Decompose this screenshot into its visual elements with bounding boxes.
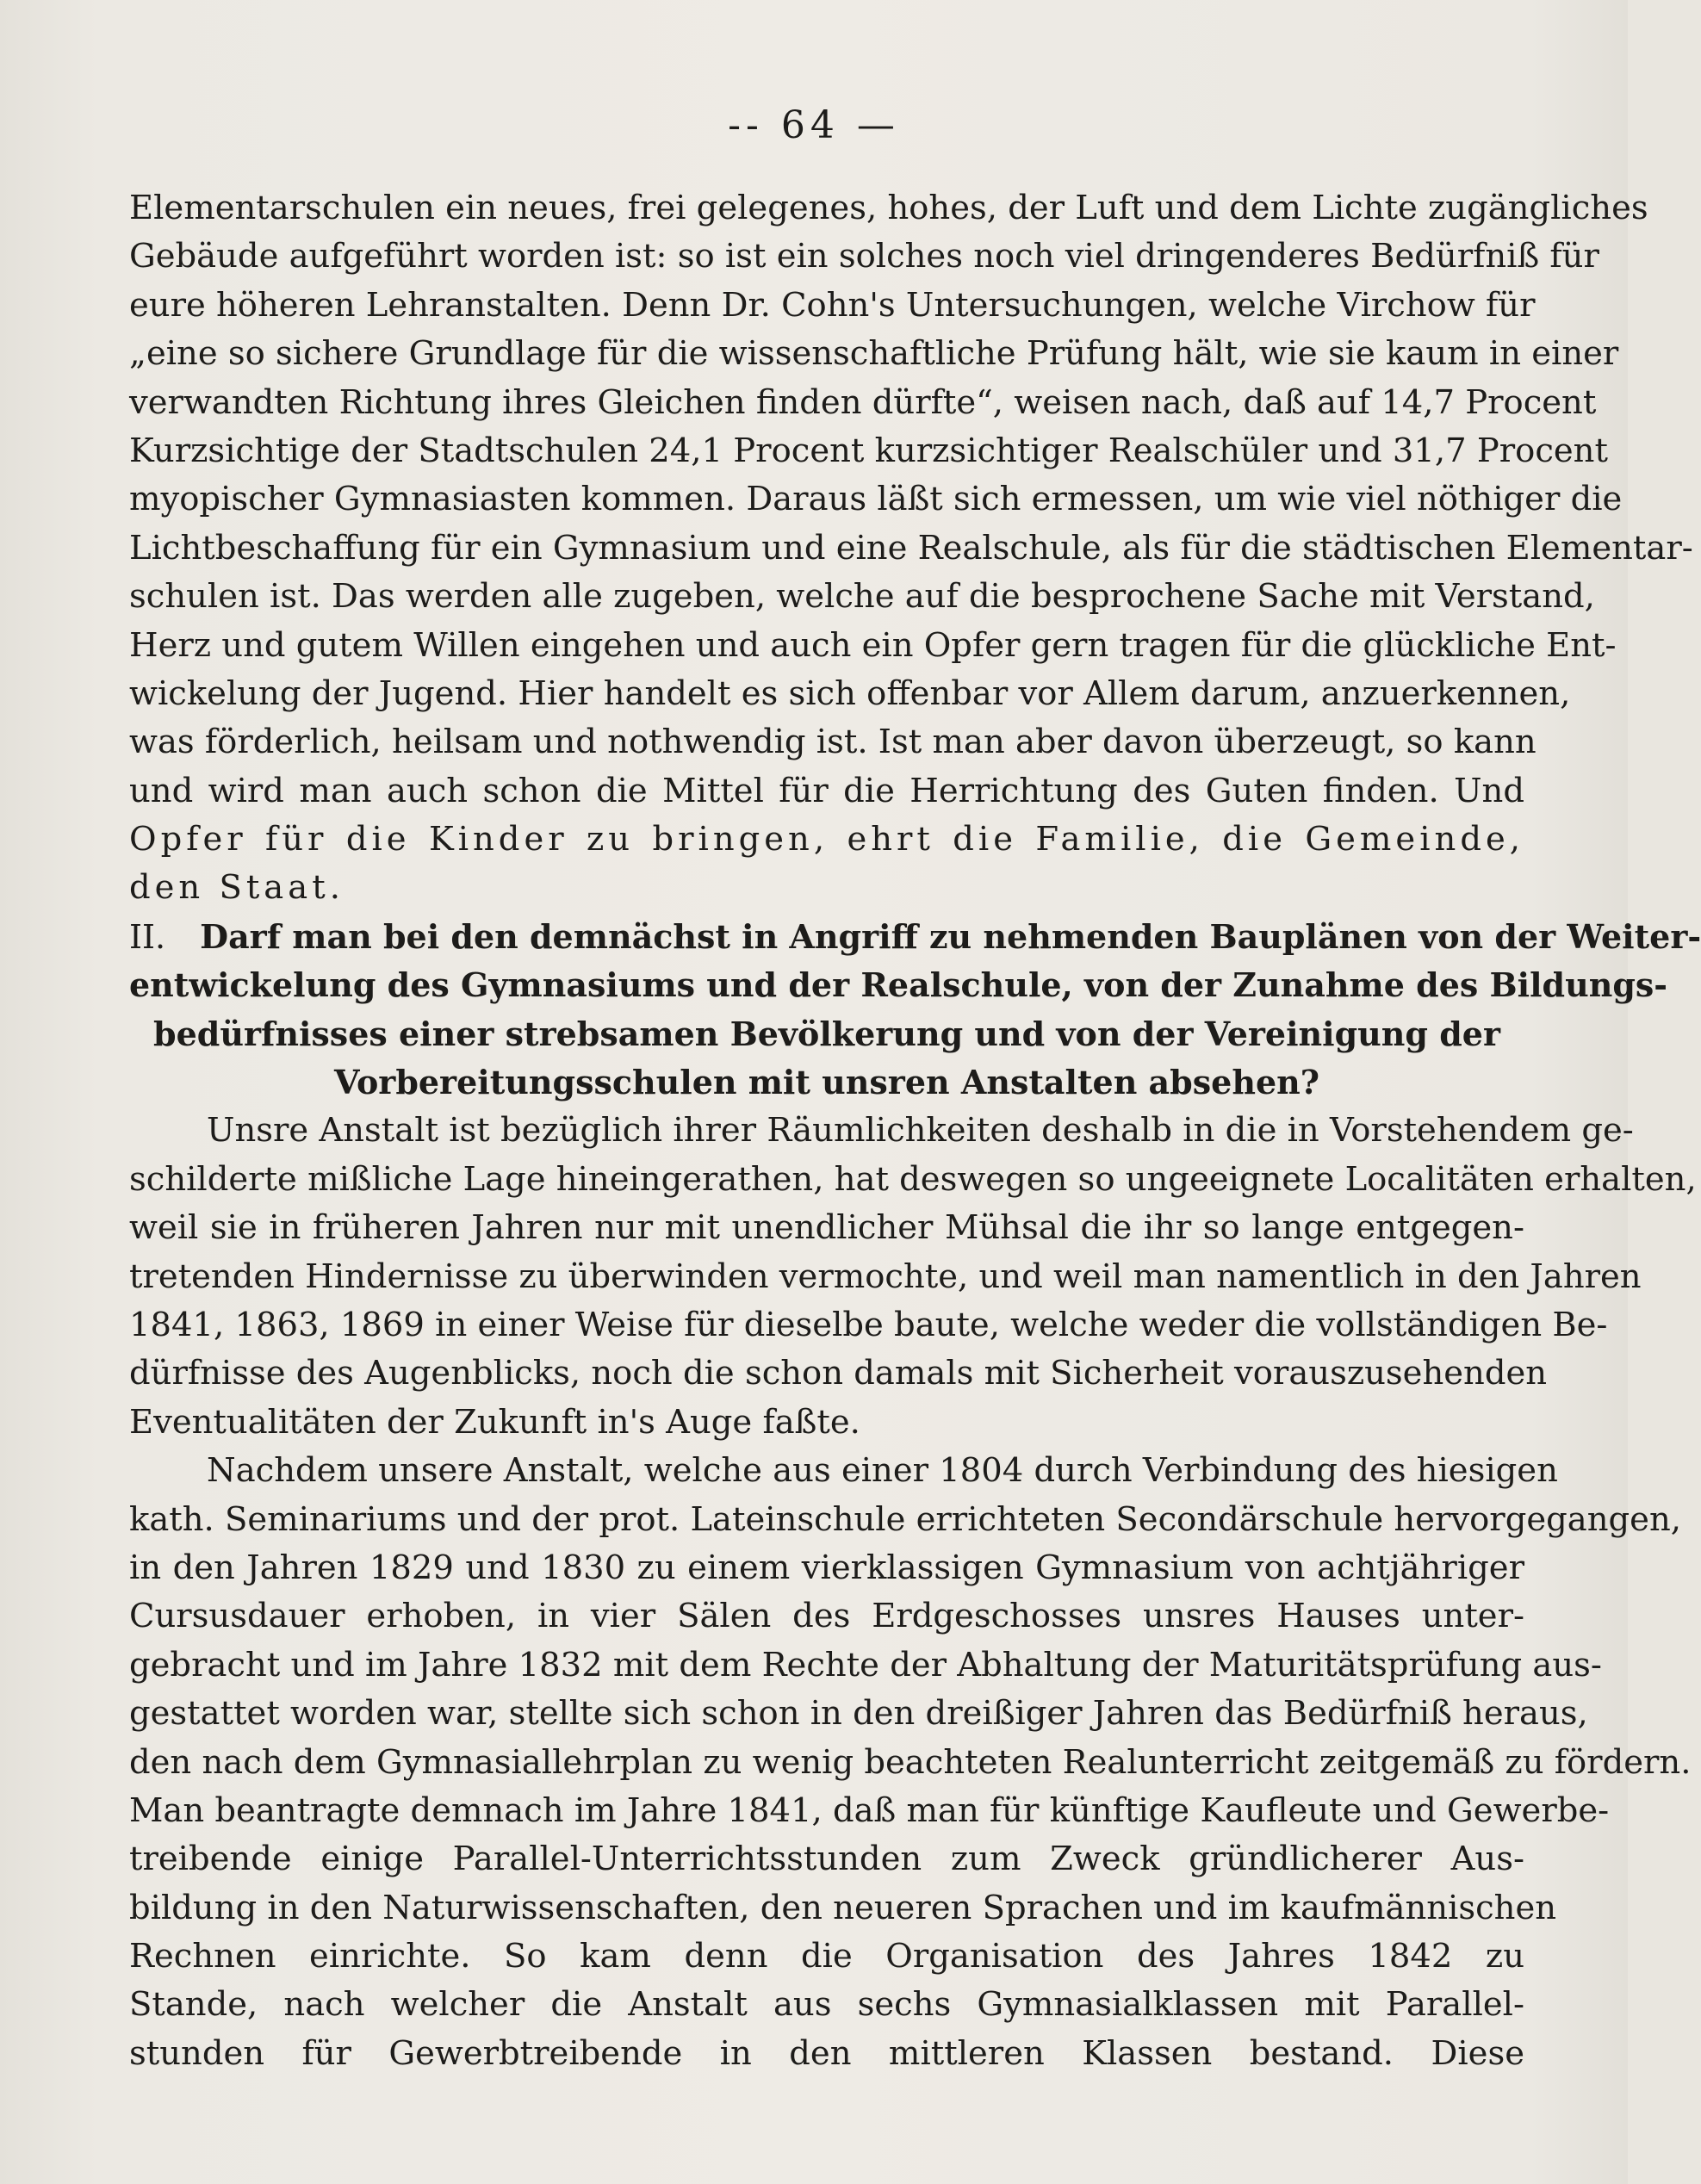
text-line: gestattet worden war, stellte sich schon in den dreißiger Jahren das Bedürfniß heraus, xyxy=(129,1694,1588,1734)
text-line: schilderte mißliche Lage hineingerathen, hat deswegen so ungeeignete Localitäten erhalten, xyxy=(129,1159,1697,1199)
text-line: Elementarschulen ein neues, frei gelegenes, hohes, der Luft und dem Lichte zugängliches xyxy=(129,189,1648,227)
text-line: stunden für Gewerbtreibende in den mittleren Klassen bestand. Diese xyxy=(129,2033,1524,2073)
text-line: dürfnisse des Augenblicks, noch die schon damals mit Sicherheit vorauszusehenden xyxy=(129,1354,1548,1393)
text-line: den Staat. xyxy=(129,868,345,908)
text-line: gebracht und im Jahre 1832 mit dem Rechte der Abhaltung der Maturitätsprüfung aus- xyxy=(129,1645,1602,1685)
section-numeral: II. xyxy=(129,917,166,956)
text-line: verwandten Richtung ihres Gleichen finden dürfte“, weisen nach, daß auf 14,7 Procent xyxy=(129,382,1597,422)
text-line: Lichtbeschaffung für ein Gymnasium und eine Realschule, als für die städtischen Elementar- xyxy=(129,528,1693,568)
text-line: Gebäude aufgeführt worden ist: so ist ein solches noch viel dringenderes Bedürfniß für xyxy=(129,237,1599,276)
text-line: weil sie in früheren Jahren nur mit unendlicher Mühsal die ihr so lange entgegen- xyxy=(129,1208,1524,1248)
text-line: und wird man auch schon die Mittel für die Herrichtung des Guten finden. Und xyxy=(129,771,1524,810)
text-line: Herz und gutem Willen eingehen und auch ein Opfer gern tragen für die glückliche Ent- xyxy=(129,625,1617,665)
text-line: schulen ist. Das werden alle zugeben, welche auf die besprochene Sache mit Verstand, xyxy=(129,577,1595,617)
paragraph-2 xyxy=(129,1107,1697,1447)
text-line: kath. Seminariums und der prot. Lateinschule errichteten Secondärschule hervorgegangen, xyxy=(129,1499,1681,1539)
text-line: eure höheren Lehranstalten. Denn Dr. Cohn's Untersuchungen, welche Virchow für xyxy=(129,285,1536,325)
heading-line: Vorbereitungsschulen mit unsren Anstalten absehen? xyxy=(333,1063,1320,1102)
text-line: in den Jahren 1829 und 1830 zu einem vierklassigen Gymnasium von achtjähriger xyxy=(129,1548,1524,1587)
text-line: „eine so sichere Grundlage für die wissenschaftliche Prüfung hält, wie sie kaum in einer xyxy=(129,334,1619,374)
text-line: 1841, 1863, 1869 in einer Weise für dieselbe baute, welche weder die vollständigen Be- xyxy=(129,1305,1608,1344)
text-line: bildung in den Naturwissenschaften, den neueren Sprachen und im kaufmännischen xyxy=(129,1888,1557,1927)
heading-text: Darf man bei den demnächst in Angriff zu nehmenden Bauplänen von der Weiter- xyxy=(200,916,1701,956)
text-line: Cursusdauer erhoben, in vier Sälen des Erdgeschosses unsres Hauses unter- xyxy=(129,1597,1524,1636)
heading-line: entwickelung des Gymnasiums und der Realschule, von der Zunahme des Bildungs- xyxy=(129,965,1668,1005)
text-line: was förderlich, heilsam und nothwendig ist. Ist man aber davon überzeugt, so kann xyxy=(129,723,1536,762)
text-line: tretenden Hindernisse zu überwinden vermochte, und weil man namentlich in den Jahren xyxy=(129,1256,1642,1296)
text-line: den nach dem Gymnasiallehrplan zu wenig beachteten Realunterricht zeitgemäß zu fördern. xyxy=(129,1742,1692,1782)
text-line: Man beantragte demnach im Jahre 1841, daß man für künftige Kaufleute und Gewerbe- xyxy=(129,1790,1610,1830)
text-line: Stande, nach welcher die Anstalt aus sechs Gymnasialklassen mit Parallel- xyxy=(129,1985,1524,2025)
section-heading xyxy=(129,913,1701,1108)
page-number: -- 64 — xyxy=(728,103,900,147)
text-line: Opfer für die Kinder zu bringen, ehrt die Familie, die Gemeinde, xyxy=(129,820,1524,859)
text-line: Unsre Anstalt ist bezüglich ihrer Räumlichkeiten deshalb in die in Vorstehendem ge- xyxy=(207,1111,1634,1151)
text-line: Nachdem unsere Anstalt, welche aus einer 1804 durch Verbindung des hiesigen xyxy=(207,1451,1558,1491)
paragraph-3 xyxy=(129,1447,1692,2078)
body-text xyxy=(129,184,1701,2078)
text-line: wickelung der Jugend. Hier handelt es sich offenbar vor Allem darum, anzuerkennen, xyxy=(129,673,1571,713)
text-line: treibende einige Parallel-Unterrichtsstunden zum Zweck gründlicherer Aus- xyxy=(129,1840,1524,1879)
text-line: myopischer Gymnasiasten kommen. Daraus läßt sich ermessen, um wie viel nöthiger die xyxy=(129,480,1623,519)
heading-line xyxy=(129,913,1701,961)
text-line: Rechnen einrichte. So kam denn die Organisation des Jahres 1842 zu xyxy=(129,1937,1524,1976)
text-line: Kurzsichtige der Stadtschulen 24,1 Procent kurzsichtiger Realschüler und 31,7 Procent xyxy=(129,431,1608,470)
heading-line: bedürfnisses einer strebsamen Bevölkerung und von der Vereinigung der xyxy=(153,1014,1500,1053)
text-line: Eventualitäten der Zukunft in's Auge faßte. xyxy=(129,1402,860,1442)
paragraph-1 xyxy=(129,184,1693,913)
